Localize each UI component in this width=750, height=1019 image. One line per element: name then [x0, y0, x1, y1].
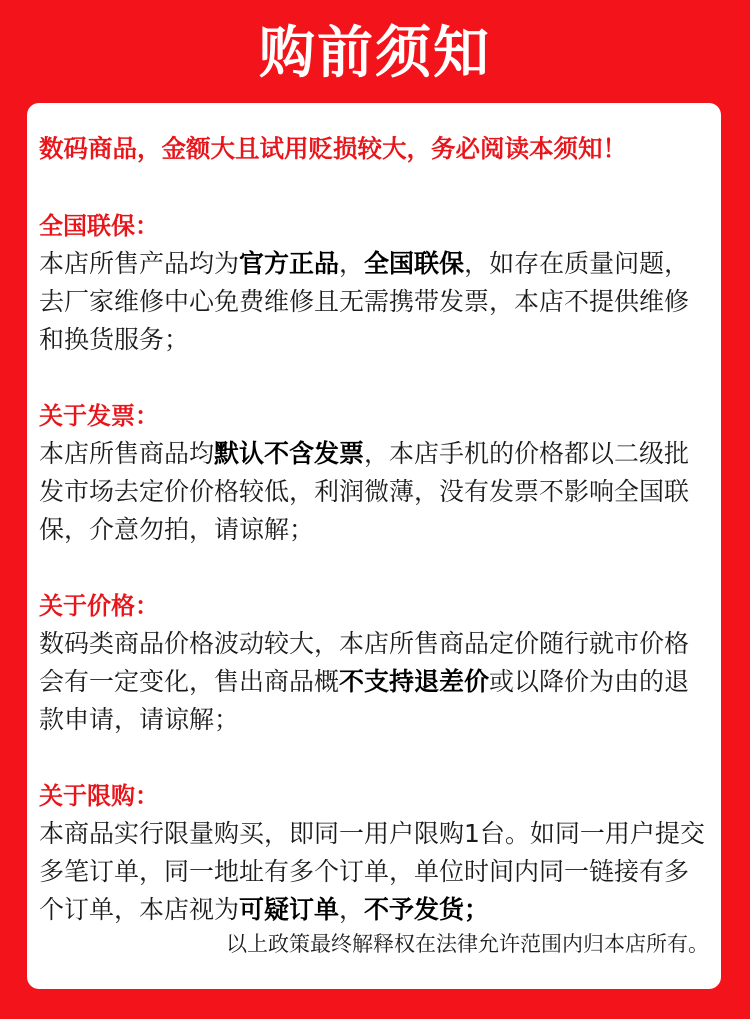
section-price [39, 587, 709, 739]
notice-card [27, 103, 721, 989]
body-text: 或以降价为由的退款申请，请谅解； [39, 667, 690, 734]
warning-text: 数码商品，金额大且试用贬损较大，务必阅读本须知！ [39, 134, 627, 163]
section-purchase-limit [39, 777, 709, 929]
section-title: 关于发票： [39, 402, 159, 430]
page-title: 购前须知 [259, 21, 491, 86]
body-text: 数码类商品价格波动较大，本店所售商品定价随行就市价格会有一定变化，售出商品概 [39, 629, 690, 696]
section-body [39, 625, 709, 739]
highlight-text: 官方正品 [239, 249, 340, 278]
body-text: ，如存在质量问题，去厂家维修中心免费维修且无需携带发票，本店不提供维修和换货服务； [39, 249, 690, 354]
highlight-text: 全国联保 [364, 249, 465, 278]
body-text: ，本店手机的价格都以二级批发市场去定价价格较低，利润微薄，没有发票不影响全国联保，介意勿拍，请谅解； [39, 439, 690, 544]
section-body [39, 815, 709, 929]
section-body [39, 435, 709, 549]
highlight-text: 不予发货； [364, 895, 490, 924]
highlight-text: 默认不含发票 [214, 439, 365, 468]
footer-disclaimer: 以上政策最终解释权在法律允许范围内归本店所有。 [226, 932, 709, 956]
body-text: ， [339, 249, 365, 278]
section-warranty [39, 207, 709, 359]
body-text: 本商品实行限量购买，即同一用户限购1台。如同一用户提交多笔订单，同一地址有多个订单，单位时间内同一链接有多个订单，本店视为 [39, 819, 705, 924]
section-invoice [39, 397, 709, 549]
highlight-text: 不支持退差价 [339, 667, 490, 696]
body-text: 本店所售商品均 [39, 439, 215, 468]
section-title: 全国联保： [39, 212, 159, 240]
body-text: 本店所售产品均为 [39, 249, 240, 278]
section-body [39, 245, 709, 359]
section-title: 关于限购： [39, 782, 159, 810]
section-title: 关于价格： [39, 592, 159, 620]
body-text: ， [339, 895, 365, 924]
highlight-text: 可疑订单 [239, 895, 340, 924]
